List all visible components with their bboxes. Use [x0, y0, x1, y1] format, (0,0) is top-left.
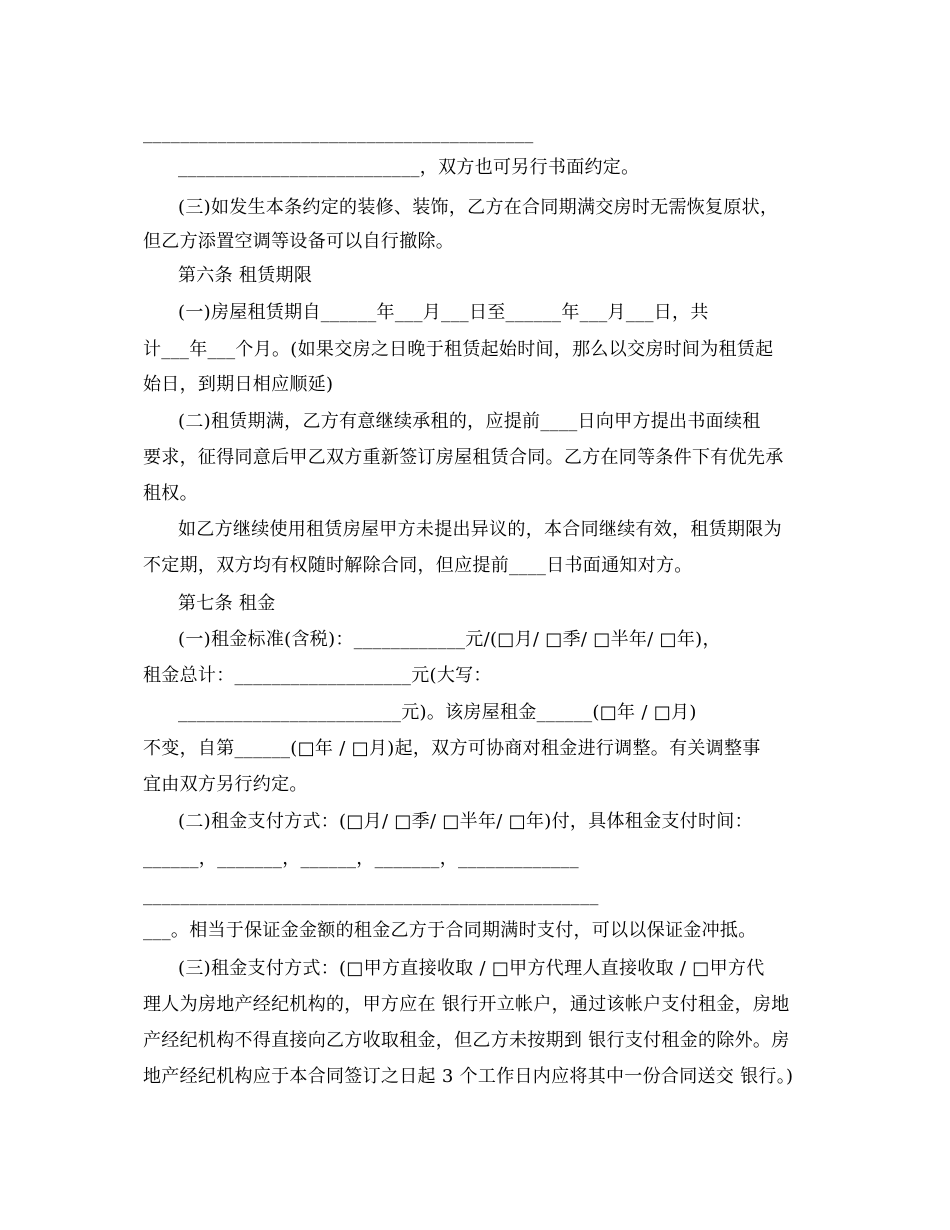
article-7-heading: 第七条 租金: [178, 593, 276, 614]
text-line-25: 理人为房地产经纪机构的，甲方应在 银行开立帐户，通过该帐户支付租金，房地: [143, 994, 790, 1015]
text-line-11: 租权。: [143, 483, 198, 504]
text-line-20: (二)租金支付方式：(□月/ □季/ □半年/ □年)付，具体租金支付时间：: [178, 811, 753, 832]
text-line-2: __________________________，双方也可另行书面约定。: [178, 157, 640, 178]
text-line-17: ________________________元)。该房屋租金______(□年 / □月): [178, 702, 697, 723]
text-line-23: ___。相当于保证金金额的租金乙方于合同期满时支付，可以以保证金冲抵。: [143, 920, 757, 941]
text-line-7: 计___年___个月。(如果交房之日晚于租赁起始时间，那么以交房时间为租赁起: [143, 339, 774, 360]
text-line-27: 地产经纪机构应于本合同签订之日起 3 个工作日内应将其中一份合同送交 银行。): [143, 1066, 794, 1087]
blank-line-22: _________________________________________________: [143, 885, 599, 906]
text-line-13: 不定期，双方均有权随时解除合同，但应提前____日书面通知对方。: [143, 555, 693, 576]
text-line-24: (三)租金支付方式：(□甲方直接收取 / □甲方代理人直接收取 / □甲方代: [178, 958, 765, 979]
blank-line-21: ______，_______，______，_______，_____________: [143, 848, 579, 869]
text-line-12: 如乙方继续使用租赁房屋甲方未提出异议的，本合同继续有效，租赁期限为: [178, 519, 782, 540]
text-line-9: (二)租赁期满，乙方有意继续承租的，应提前____日向甲方提出书面续租: [178, 411, 761, 432]
text-line-18: 不变，自第______(□年 / □月)起，双方可协商对租金进行调整。有关调整事: [143, 738, 761, 759]
text-line-4: 但乙方添置空调等设备可以自行撤除。: [143, 231, 455, 252]
text-line-19: 宜由双方另行约定。: [143, 774, 308, 795]
text-line-16: 租金总计：___________________元(大写：: [143, 665, 492, 686]
text-line-8: 始日，到期日相应顺延): [143, 374, 334, 395]
text-line-10: 要求，征得同意后甲乙双方重新签订房屋租赁合同。乙方在同等条件下有优先承: [143, 447, 784, 468]
blank-line-1: __________________________________________: [143, 123, 534, 144]
text-line-15: (一)租金标准(含税)：____________元/(□月/ □季/ □半年/ □年)，: [178, 629, 721, 650]
text-line-26: 产经纪机构不得直接向乙方收取租金，但乙方未按期到 银行支付租金的除外。房: [143, 1030, 790, 1051]
text-line-6: (一)房屋租赁期自______年___月___日至______年___月___日，共: [178, 302, 709, 323]
article-6-heading: 第六条 租赁期限: [178, 265, 313, 286]
text-line-3: (三)如发生本条约定的装修、装饰，乙方在合同期满交房时无需恢复原状，: [178, 197, 779, 218]
